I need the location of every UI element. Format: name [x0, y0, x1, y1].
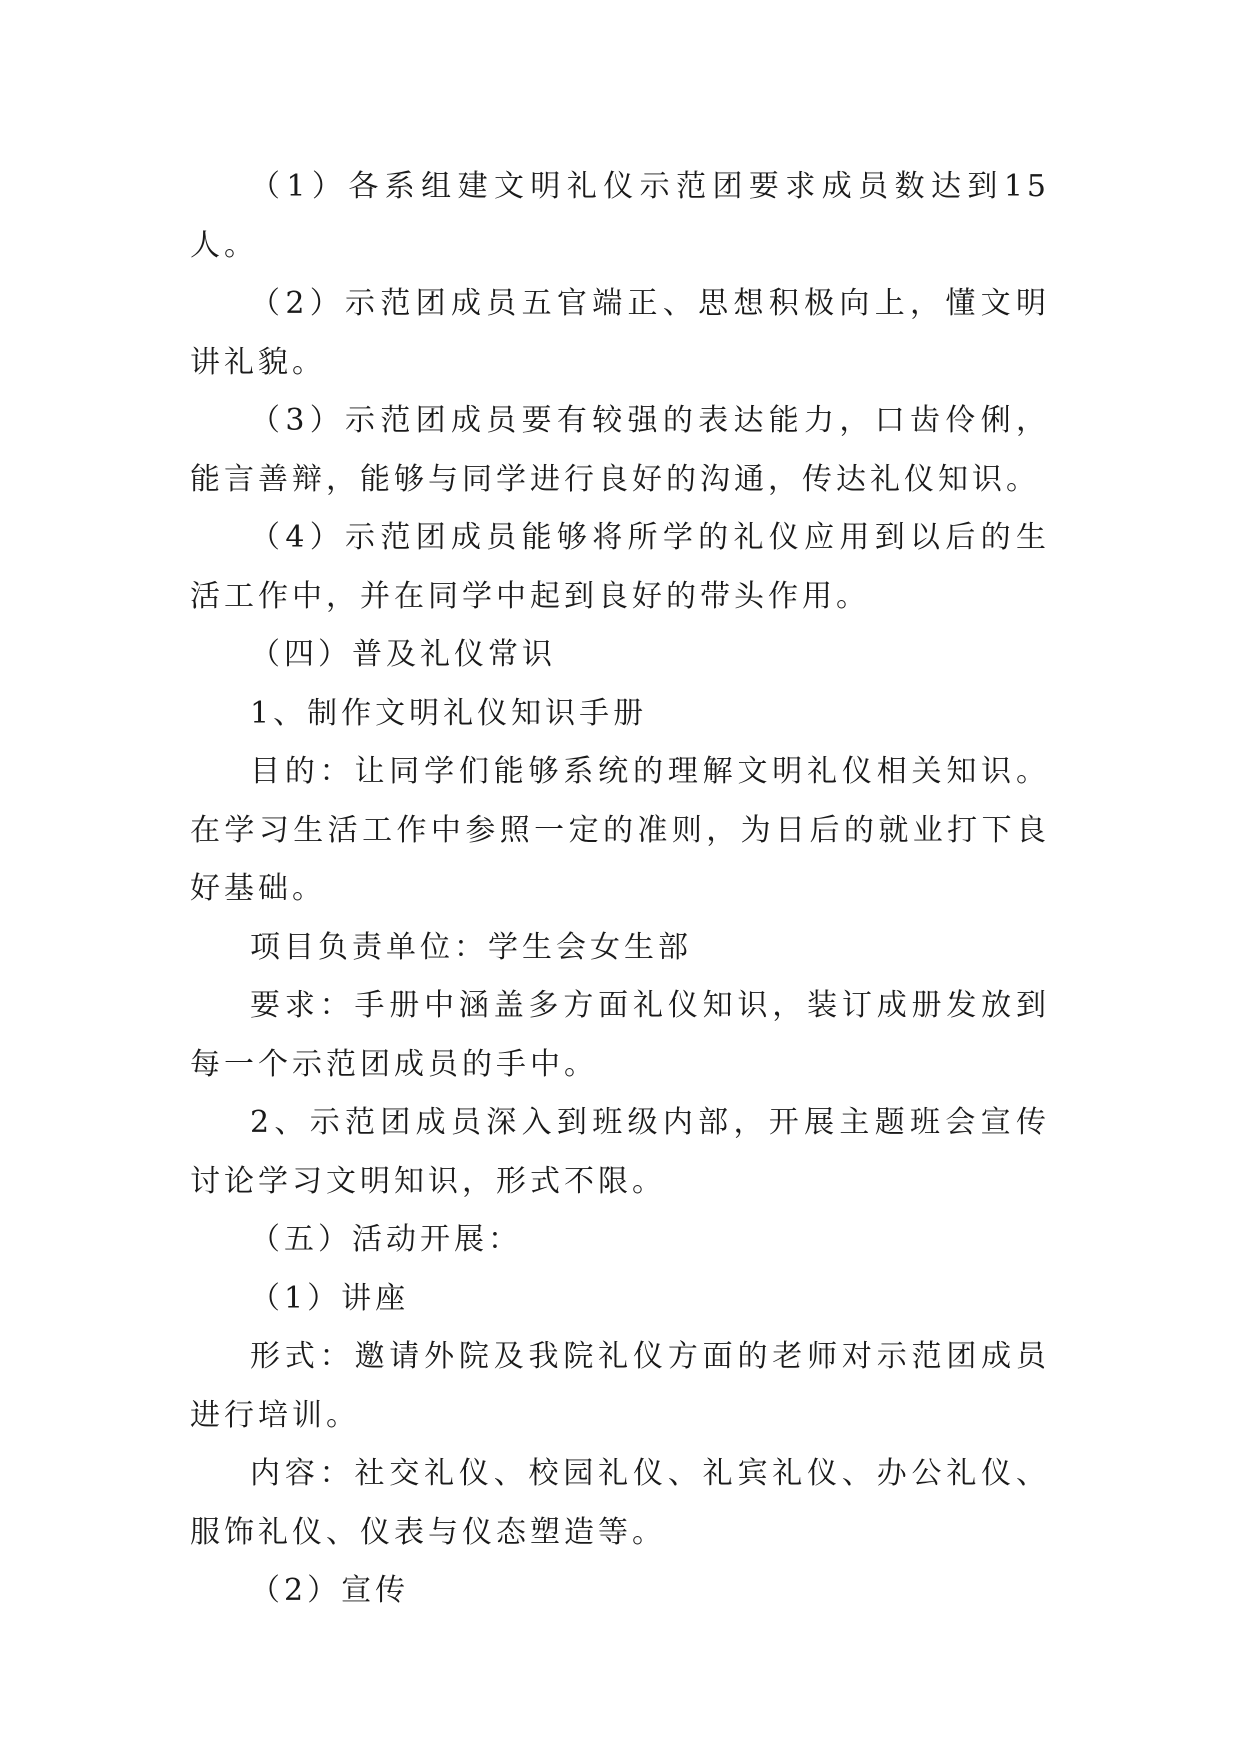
section-heading-4: （四）普及礼仪常识	[250, 637, 556, 672]
paragraph-requirement-1: （1）各系组建文明礼仪示范团要求成员数达到15人。	[190, 169, 1050, 263]
paragraph-lecture-form: 形式：邀请外院及我院礼仪方面的老师对示范团成员进行培训。	[190, 1339, 1050, 1433]
paragraph-lecture-content: 内容：社交礼仪、校园礼仪、礼宾礼仪、办公礼仪、服饰礼仪、仪表与仪态塑造等。	[190, 1456, 1050, 1550]
paragraph-requirement-2: （2）示范团成员五官端正、思想积极向上，懂文明讲礼貌。	[190, 286, 1050, 380]
subsection-heading-2: 2、示范团成员深入到班级内部，开展主题班会宣传讨论学习文明知识，形式不限。	[190, 1105, 1050, 1199]
document-body	[190, 158, 1050, 1621]
paragraph-purpose: 目的：让同学们能够系统的理解文明礼仪相关知识。在学习生活工作中参照一定的准则，为日后的就业打下良好基础。	[190, 754, 1050, 906]
paragraph-requirement-3: （3）示范团成员要有较强的表达能力，口齿伶俐，能言善辩，能够与同学进行良好的沟通，传达礼仪知识。	[190, 403, 1050, 497]
paragraph-requirement-4: （4）示范团成员能够将所学的礼仪应用到以后的生活工作中，并在同学中起到良好的带头作用。	[190, 520, 1050, 614]
section-heading-5: （五）活动开展：	[250, 1222, 522, 1257]
paragraph-handbook-requirement: 要求：手册中涵盖多方面礼仪知识，装订成册发放到每一个示范团成员的手中。	[190, 988, 1050, 1082]
subsection-heading-1: 1、制作文明礼仪知识手册	[250, 695, 648, 731]
paragraph-responsible-unit: 项目负责单位：学生会女生部	[250, 929, 692, 965]
item-heading-lecture: （1）讲座	[250, 1280, 410, 1316]
item-heading-publicity: （2）宣传	[250, 1573, 410, 1608]
